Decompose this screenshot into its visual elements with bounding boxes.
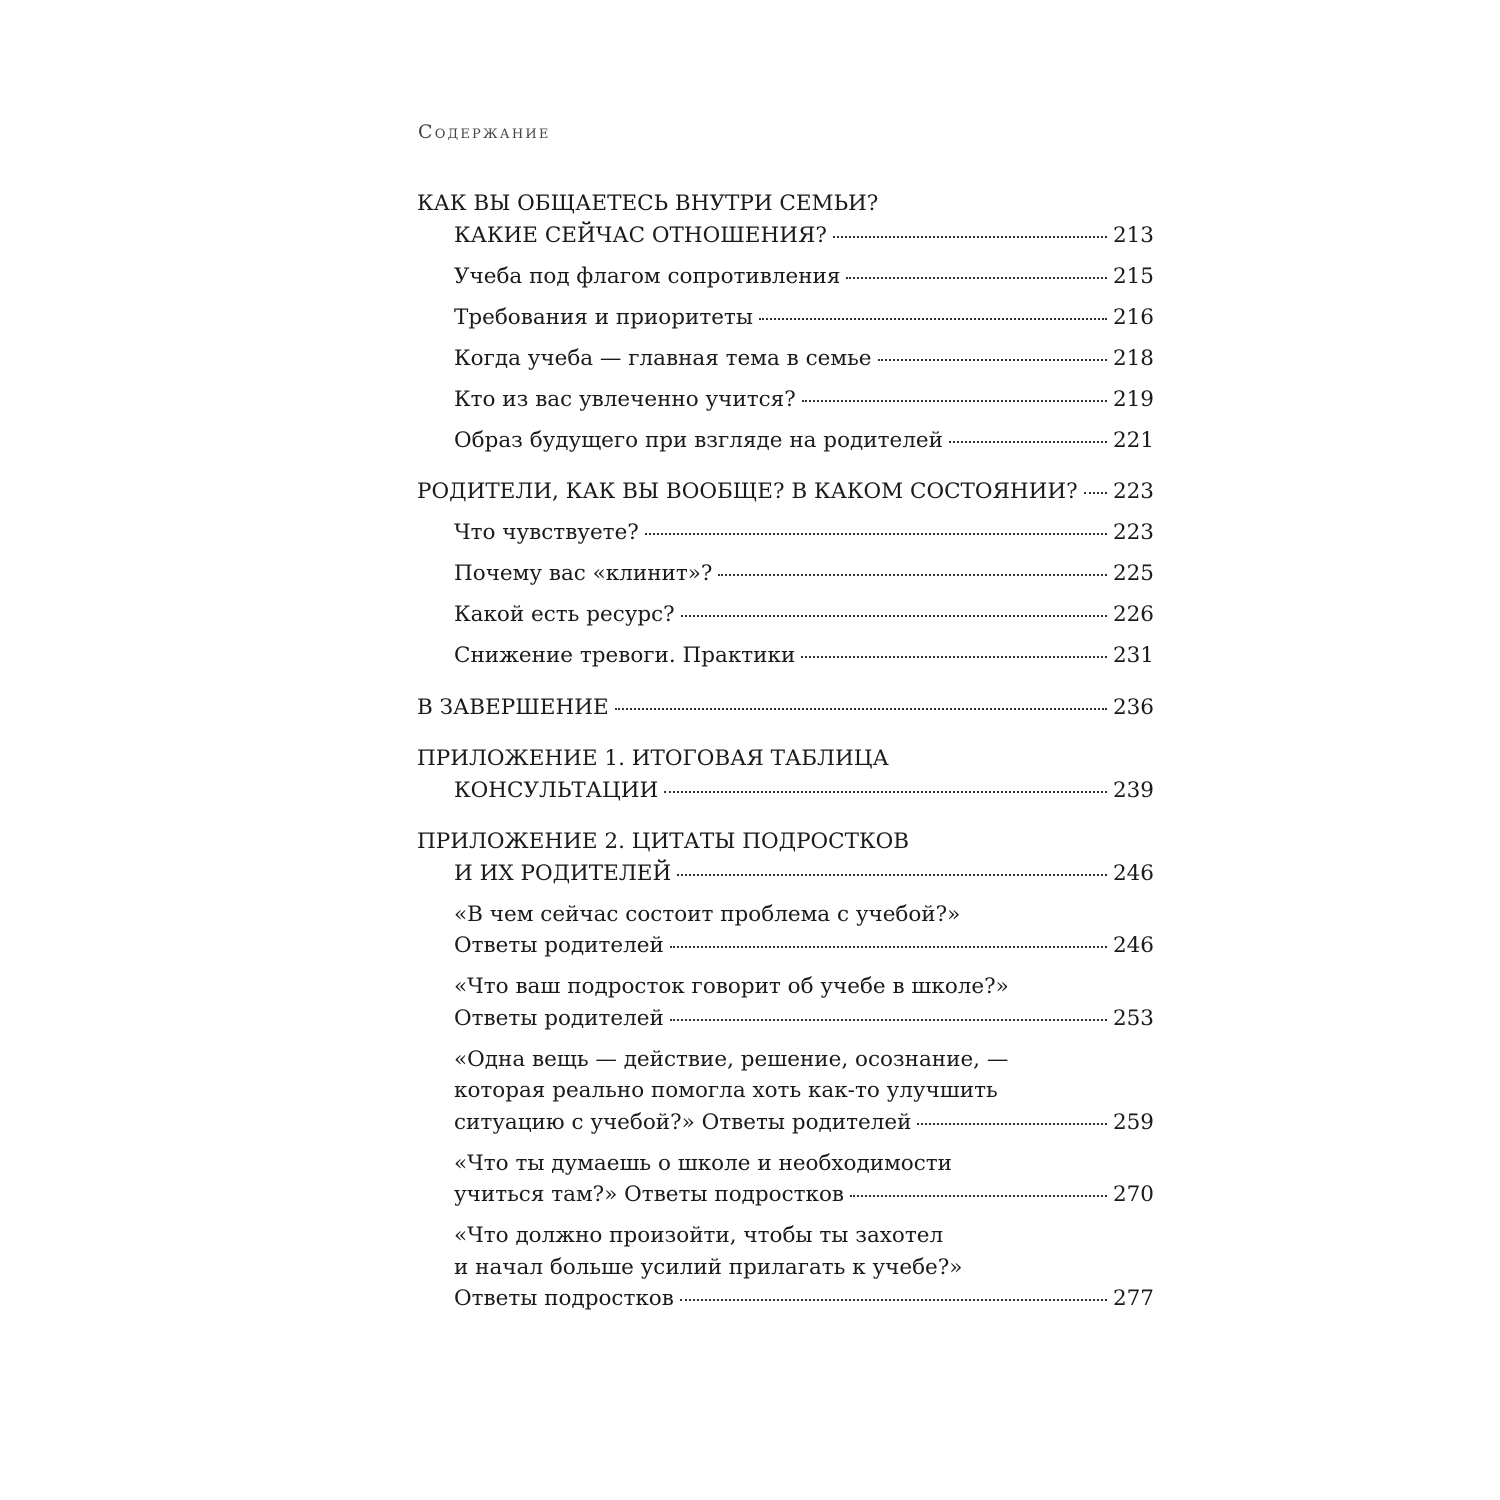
toc-entry[interactable] [417, 743, 1154, 806]
dot-leader [949, 441, 1107, 443]
toc-page-number: 215 [1112, 263, 1154, 289]
toc-page-number: 270 [1112, 1182, 1154, 1207]
toc-page-number: 225 [1112, 561, 1154, 586]
dot-leader [846, 277, 1107, 279]
toc-entry-title-line: КАК ВЫ ОБЩАЕТЕСЬ ВНУТРИ СЕМЬИ? [417, 191, 879, 216]
toc-page-number: 239 [1112, 777, 1154, 803]
toc-entry[interactable] [417, 1220, 1154, 1315]
toc-entry-row [417, 1179, 1154, 1211]
toc-entry[interactable] [417, 599, 1154, 631]
toc-entry-row [417, 858, 1154, 890]
dot-leader [850, 1195, 1107, 1197]
toc-entry-title: Учеба под флагом сопротивления [454, 263, 841, 289]
toc-entry-title-line: ПРИЛОЖЕНИЕ 1. ИТОГОВАЯ ТАБЛИЦА [417, 746, 889, 771]
toc-entry[interactable] [417, 1148, 1154, 1211]
dot-leader [917, 1123, 1107, 1125]
toc-entry[interactable] [417, 692, 1154, 724]
dot-leader [1084, 492, 1107, 494]
toc-entry-title: Ответы родителей [454, 1005, 664, 1031]
toc-entry[interactable] [417, 425, 1154, 457]
toc-entry-row [417, 1107, 1154, 1139]
toc-entry[interactable] [417, 302, 1154, 334]
toc-entry-title: В ЗАВЕРШЕНИЕ [417, 694, 609, 720]
toc-entry[interactable] [417, 343, 1154, 375]
toc-entry-title-line: «Что ты думаешь о школе и необходимости [454, 1150, 953, 1176]
toc-entry-title-line: ПРИЛОЖЕНИЕ 2. ЦИТАТЫ ПОДРОСТКОВ [417, 829, 910, 854]
toc-entry[interactable] [417, 476, 1154, 508]
toc-entry-title: Ответы родителей [454, 933, 664, 958]
dot-leader [833, 236, 1107, 238]
toc-entry[interactable] [417, 640, 1154, 672]
toc-entry-title: учиться там?» Ответы подростков [454, 1182, 845, 1207]
dot-leader [670, 946, 1107, 948]
toc-entry-row [417, 692, 1154, 724]
toc-entry-title-line: «Что должно произойти, чтобы ты захотел [454, 1223, 944, 1248]
toc-entry-row [417, 640, 1154, 672]
toc-entry[interactable] [417, 899, 1154, 962]
toc-entry-row [417, 384, 1154, 416]
toc-page-number: 246 [1112, 933, 1154, 958]
toc-entry-row [417, 558, 1154, 590]
dot-leader [802, 400, 1107, 402]
toc-entry-title-line: и начал больше усилий прилагать к учебе?» [454, 1254, 963, 1280]
toc-page-number: 223 [1112, 479, 1154, 504]
running-head: Содержание [418, 121, 551, 143]
toc-entry-title: Образ будущего при взгляде на родителей [454, 427, 943, 453]
toc-page-number: 259 [1112, 1109, 1154, 1135]
toc-page-number: 231 [1112, 643, 1154, 668]
toc-entry-title: КОНСУЛЬТАЦИИ [454, 777, 659, 803]
dot-leader [615, 708, 1107, 710]
toc-entry-title-line: «В чем сейчас состоит проблема с учебой?» [454, 901, 961, 927]
toc-entry-row [417, 220, 1154, 252]
toc-page-number: 216 [1112, 304, 1154, 330]
toc-entry-row [417, 302, 1154, 334]
toc-entry[interactable] [417, 1044, 1154, 1139]
toc-entry-title: Кто из вас увлеченно учится? [454, 386, 796, 412]
toc-entry-title: И ИХ РОДИТЕЛЕЙ [454, 860, 672, 886]
toc-entry[interactable] [417, 261, 1154, 293]
toc-entry[interactable] [417, 517, 1154, 549]
toc-page-number: 219 [1112, 386, 1154, 412]
toc-page-number: 223 [1112, 520, 1154, 545]
dot-leader [801, 656, 1107, 658]
toc-page-number: 246 [1112, 860, 1154, 886]
toc-entry-row [417, 930, 1154, 962]
toc-page-number: 218 [1112, 345, 1154, 371]
toc-entry-row [417, 261, 1154, 293]
toc-page-number: 236 [1112, 694, 1154, 720]
toc-entry-title-line: которая реально помогла хоть как-то улучшить [454, 1078, 998, 1103]
dot-leader [677, 874, 1107, 876]
toc-entry-title: Ответы подростков [454, 1286, 674, 1311]
toc-entry[interactable] [417, 188, 1154, 251]
toc-entry-row [417, 476, 1154, 508]
toc-entry-row [417, 425, 1154, 457]
toc-entry-row [417, 775, 1154, 807]
dot-leader [681, 615, 1107, 617]
toc-entry-row [417, 599, 1154, 631]
toc-entry-row [417, 1283, 1154, 1315]
toc-entry[interactable] [417, 384, 1154, 416]
toc-page-number: 277 [1112, 1286, 1154, 1311]
toc-entry-title: Почему вас «клинит»? [454, 561, 713, 586]
dot-leader [680, 1299, 1107, 1301]
toc-entry-title-line: «Одна вещь — действие, решение, осознание, — [454, 1046, 1009, 1072]
toc-entry-title: Требования и приоритеты [454, 304, 753, 330]
toc-entry-row [417, 517, 1154, 549]
toc-entry-title: РОДИТЕЛИ, КАК ВЫ ВООБЩЕ? В КАКОМ СОСТОЯНИИ? [417, 479, 1078, 504]
toc-entry-title: Когда учеба — главная тема в семье [454, 345, 872, 371]
dot-leader [670, 1019, 1107, 1021]
dot-leader [759, 318, 1107, 320]
toc-entry[interactable] [417, 826, 1154, 889]
toc-entry-row [417, 1003, 1154, 1035]
toc-entry-title: КАКИЕ СЕЙЧАС ОТНОШЕНИЯ? [454, 222, 827, 248]
toc-entry[interactable] [417, 558, 1154, 590]
toc-entry-title-line: «Что ваш подросток говорит об учебе в школе?» [454, 974, 1009, 999]
toc-entry-title: Снижение тревоги. Практики [454, 643, 796, 668]
toc-page-number: 213 [1112, 222, 1154, 248]
dot-leader [664, 791, 1107, 793]
toc-page-number: 253 [1112, 1005, 1154, 1031]
dot-leader [645, 533, 1107, 535]
toc-entry[interactable] [417, 971, 1154, 1034]
toc-entry-title: ситуацию с учебой?» Ответы родителей [454, 1109, 912, 1135]
dot-leader [718, 574, 1107, 576]
toc-entry-row [417, 343, 1154, 375]
toc-entry-title: Какой есть ресурс? [454, 602, 675, 627]
toc-entry-title: Что чувствуете? [454, 520, 639, 545]
toc-page-number: 221 [1112, 427, 1154, 453]
table-of-contents [417, 188, 1154, 1315]
dot-leader [878, 359, 1107, 361]
toc-page-number: 226 [1112, 602, 1154, 627]
